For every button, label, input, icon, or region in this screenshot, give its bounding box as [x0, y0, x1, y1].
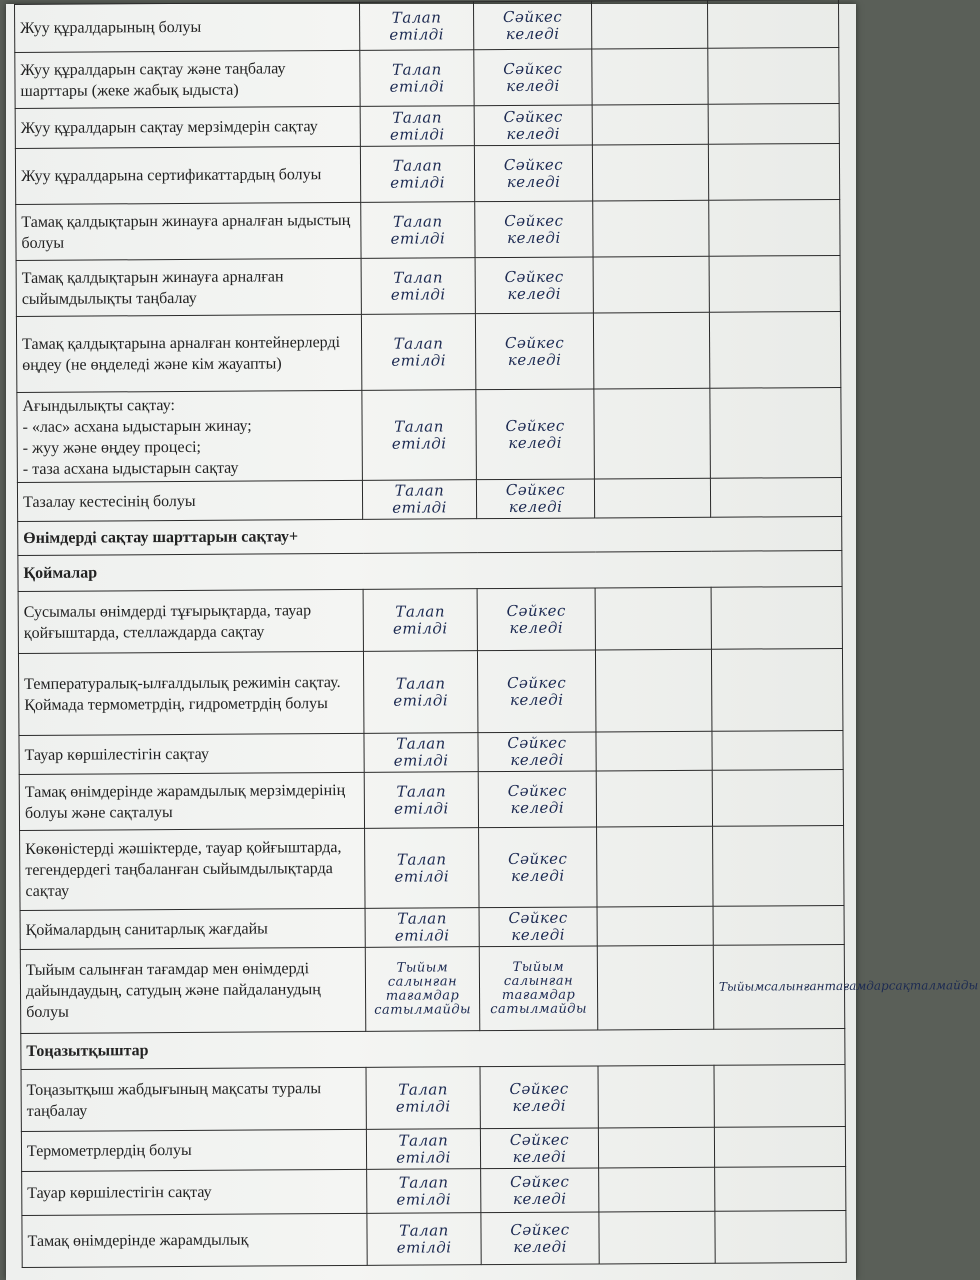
section-row — [18, 516, 842, 555]
empty-cell — [593, 256, 709, 313]
table-row — [15, 143, 839, 204]
handwritten-line: келеді — [512, 1189, 567, 1208]
handwritten-line: келеді — [506, 172, 561, 191]
status-compliance-note — [481, 1212, 599, 1265]
handwritten-line: тағамдар — [824, 978, 889, 994]
table-row — [16, 255, 840, 316]
handwritten-line: етілді — [392, 498, 448, 517]
handwritten-line: келеді — [506, 76, 560, 95]
remark-note — [713, 944, 979, 1029]
handwritten-line: келеді — [508, 433, 563, 452]
handwritten-line: келеді — [507, 228, 561, 247]
table-row — [16, 199, 840, 260]
requirement-label: Ағындылықты сақтау: - «лас» асхана ыдыстарын жинау; - жуу және өңдеу процесі; - таза асхана ыдыстарын сақтау — [17, 390, 363, 482]
table-row — [20, 825, 844, 910]
status-compliance-note — [475, 313, 593, 390]
handwritten-line: Талап — [392, 211, 443, 231]
requirement-label: Термометрлердің болуы — [21, 1129, 366, 1171]
handwritten-line: етілді — [390, 172, 446, 192]
handwritten-line: Сәйкес — [508, 849, 568, 868]
status-compliance-note — [473, 1, 591, 50]
handwritten-line: Сәйкес — [502, 7, 563, 26]
handwritten-line: Сәйкес — [503, 107, 563, 126]
handwritten-line: келеді — [507, 350, 562, 369]
handwritten-line: келеді — [512, 1147, 567, 1166]
requirement-label: Сусымалы өнімдерді тұғырықтарда, тауар қойғыштарда, стеллаждарда сақтау — [18, 589, 363, 653]
status-required-note — [361, 314, 475, 391]
table-row — [15, 47, 839, 108]
status-compliance-note — [481, 1168, 599, 1213]
requirement-label: Жуу құралдарын сақтау және таңбалау шарттары (жеке жабық ыдыста) — [15, 50, 360, 108]
empty-cell — [598, 1127, 714, 1168]
status-required-note — [367, 1213, 481, 1266]
table-row — [18, 586, 842, 653]
handwritten-line: етілді — [395, 1096, 451, 1116]
table-row — [15, 0, 839, 52]
status-required-note — [365, 828, 479, 909]
empty-cell — [599, 1211, 715, 1264]
empty-cell — [709, 199, 840, 256]
status-required-note — [365, 908, 479, 948]
table-row — [21, 1064, 845, 1131]
requirement-label: Жуу құралдарына сертификаттардың болуы — [15, 146, 360, 204]
status-compliance-note — [475, 201, 593, 258]
handwritten-line: келеді — [513, 1237, 567, 1256]
empty-cell — [592, 48, 708, 105]
status-compliance-note — [480, 1066, 598, 1129]
empty-cell — [714, 1064, 845, 1127]
handwritten-line: тағамдар — [385, 987, 460, 1004]
requirement-label: Тамақ қалдықтарын жинауға арналған ыдыстың болуы — [16, 202, 361, 260]
empty-cell — [708, 47, 839, 104]
handwritten-line: сақталмай — [888, 978, 961, 993]
status-required-note — [363, 589, 477, 652]
handwritten-line: сатылмайды — [374, 1001, 472, 1018]
handwritten-line: келеді — [510, 750, 564, 769]
handwritten-line: Сәйкес — [503, 59, 563, 78]
section-heading: Өнімдерді сақтау шарттарын сақтау+ — [18, 516, 842, 555]
handwritten-line: тағамдар — [501, 987, 576, 1003]
empty-cell — [708, 103, 839, 144]
handwritten-line: етілді — [389, 76, 445, 96]
handwritten-line: Талап — [399, 1220, 449, 1240]
status-required-note — [364, 772, 478, 829]
table-row — [19, 730, 843, 774]
empty-cell — [597, 945, 714, 1030]
handwritten-line: Талап — [392, 107, 443, 127]
empty-cell — [712, 730, 843, 770]
handwritten-line: Талап — [391, 7, 442, 27]
handwritten-line: Сәйкес — [506, 673, 567, 692]
handwritten-line: келеді — [512, 1096, 567, 1115]
requirement-label: Тыйым салынған тағамдар мен өнімдерді дайындаудың, сатудың және пайдаланудың болуы — [20, 947, 366, 1033]
requirement-label: Тамақ өнімдерінде жарамдылық мерзімдерінің болуы және сақталуы — [19, 772, 364, 830]
handwritten-line: Талап — [396, 781, 447, 801]
handwritten-line: етілді — [393, 798, 449, 818]
handwritten-line: Сәйкес — [509, 1130, 570, 1149]
handwritten-line: салынған — [764, 979, 825, 994]
handwritten-line: келеді — [508, 497, 563, 516]
handwritten-line: келеді — [511, 925, 566, 944]
status-compliance-note — [479, 946, 598, 1031]
empty-cell — [713, 825, 844, 906]
empty-cell — [715, 1166, 846, 1211]
handwritten-line: етілді — [392, 618, 448, 638]
status-required-note — [366, 1067, 480, 1130]
handwritten-line: Талап — [395, 673, 446, 693]
handwritten-line: келеді — [506, 124, 561, 143]
section-row — [21, 1028, 845, 1069]
handwritten-line: Сәйкес — [504, 333, 565, 352]
handwritten-line: Сәйкес — [510, 1220, 570, 1239]
checklist-table — [14, 0, 979, 1268]
status-compliance-note — [477, 588, 595, 651]
requirement-label: Тазалау кестесінің болуы — [17, 480, 362, 521]
requirement-label: Қоймалардың санитарлық жағдайы — [20, 908, 365, 949]
handwritten-line: Сәйкес — [506, 601, 566, 620]
checklist-sheet — [14, 0, 979, 1268]
empty-cell — [712, 769, 843, 826]
handwritten-line: Талап — [396, 734, 446, 753]
handwritten-line: Сәйкес — [507, 781, 567, 800]
handwritten-line: етілді — [393, 751, 449, 770]
handwritten-line: келеді — [507, 284, 562, 303]
status-required-note — [361, 258, 475, 315]
handwritten-line: етілді — [396, 1189, 452, 1209]
status-required-note — [359, 2, 473, 51]
empty-cell — [597, 906, 713, 946]
handwritten-line: Талап — [392, 155, 443, 175]
status-compliance-note — [480, 1128, 598, 1169]
status-required-note — [360, 106, 474, 147]
table-row — [16, 311, 840, 392]
section-row — [18, 550, 842, 591]
requirement-label: Тоңазытқыш жабдығының мақсаты туралы таңбалау — [21, 1067, 366, 1131]
empty-cell — [711, 586, 842, 649]
empty-cell — [594, 388, 711, 479]
handwritten-line: келеді — [509, 618, 564, 637]
handwritten-line: Тыйым — [512, 959, 565, 975]
handwritten-line: етілді — [390, 284, 446, 304]
handwritten-line: Тыйым — [718, 979, 765, 994]
status-required-note — [360, 146, 474, 203]
handwritten-line: Талап — [395, 601, 446, 621]
handwritten-line: етілді — [391, 433, 447, 453]
status-required-note — [366, 1129, 480, 1170]
empty-cell — [710, 387, 842, 478]
handwritten-line: етілді — [396, 1237, 452, 1257]
requirement-label: Жуу құралдарын сақтау мерзімдерін сақтау — [15, 106, 360, 148]
handwritten-line: келеді — [510, 798, 565, 817]
handwritten-line: келеді — [505, 24, 560, 43]
section-heading: Қоймалар — [18, 550, 842, 591]
handwritten-line: Талап — [393, 267, 444, 287]
empty-cell — [595, 587, 711, 650]
status-compliance-note — [476, 479, 594, 519]
empty-cell — [708, 143, 839, 200]
status-required-note — [361, 202, 475, 259]
status-compliance-note — [477, 650, 595, 733]
handwritten-line: сатылмайды — [490, 1001, 588, 1017]
handwritten-line: Сәйкес — [510, 1172, 570, 1191]
handwritten-line: Тыйым — [396, 959, 449, 976]
status-compliance-note — [474, 49, 592, 106]
status-compliance-note — [476, 389, 595, 480]
handwritten-line: Талап — [396, 849, 447, 869]
handwritten-line: келеді — [509, 690, 564, 709]
handwritten-line: Талап — [394, 416, 444, 436]
empty-cell — [707, 0, 838, 48]
status-required-note — [363, 651, 477, 734]
requirement-label: Тамақ өнімдерінде жарамдылық — [22, 1213, 367, 1267]
document-paper — [6, 4, 979, 1280]
handwritten-line: Сәйкес — [509, 1079, 569, 1098]
table-row — [22, 1210, 846, 1267]
empty-cell — [594, 478, 710, 518]
empty-cell — [714, 1126, 845, 1167]
empty-cell — [593, 200, 709, 257]
handwritten-line: етілді — [389, 124, 445, 144]
handwritten-line: Талап — [398, 1130, 449, 1150]
handwritten-line: салынған — [503, 973, 574, 989]
handwritten-line: етілді — [391, 350, 447, 370]
handwritten-line: Сәйкес — [508, 908, 568, 927]
handwritten-line: Талап — [398, 1172, 449, 1192]
table-row — [22, 1166, 846, 1215]
empty-cell — [709, 255, 840, 312]
handwritten-line: етілді — [393, 690, 449, 710]
empty-cell — [592, 104, 708, 145]
handwritten-line: етілді — [394, 926, 450, 945]
empty-cell — [711, 648, 842, 731]
status-compliance-note — [479, 827, 597, 908]
status-compliance-note — [474, 145, 592, 202]
requirement-label: Көкөністерді жәшіктерде, тауар қойғыштарда, тегендердегі таңбаланған сыйымдылықтарда сақтау — [20, 828, 365, 910]
handwritten-line: Талап — [394, 481, 445, 500]
handwritten-line: етілді — [394, 866, 450, 886]
handwritten-line: Сәйкес — [507, 733, 567, 752]
status-compliance-note — [479, 907, 597, 947]
table-row — [18, 648, 842, 735]
empty-cell — [591, 0, 707, 49]
status-required-note — [367, 1169, 481, 1214]
empty-cell — [593, 312, 709, 389]
status-compliance-note — [474, 105, 592, 146]
status-required-note — [362, 480, 476, 520]
table-row — [20, 905, 844, 949]
handwritten-line: етілді — [389, 24, 445, 44]
empty-cell — [713, 905, 844, 945]
handwritten-line: етілді — [396, 1147, 451, 1167]
handwritten-line: ды — [960, 978, 979, 993]
handwritten-line: Сәйкес — [505, 416, 565, 435]
empty-cell — [597, 826, 713, 907]
empty-cell — [592, 144, 708, 201]
handwritten-line: салынған — [387, 973, 458, 990]
empty-cell — [596, 770, 712, 827]
handwritten-line: Сәйкес — [505, 480, 566, 500]
status-required-note — [364, 733, 478, 773]
section-heading: Тоңазытқыштар — [21, 1028, 845, 1069]
handwritten-line: Талап — [397, 909, 447, 928]
status-compliance-note — [475, 257, 593, 314]
table-row — [17, 387, 842, 482]
table-row — [15, 103, 839, 148]
status-compliance-note — [478, 732, 596, 772]
handwritten-line: Талап — [393, 333, 444, 353]
status-compliance-note — [478, 771, 596, 828]
requirement-label: Тамақ қалдықтарына арналған контейнерлерді өңдеу (не өңделеді және кім жауапты) — [16, 314, 361, 392]
empty-cell — [709, 311, 840, 388]
requirement-label: Тауар көршілестігін сақтау — [22, 1169, 367, 1215]
table-row — [17, 477, 841, 521]
empty-cell — [598, 1065, 714, 1128]
empty-cell — [715, 1210, 846, 1263]
handwritten-line: Сәйкес — [503, 155, 564, 174]
handwritten-line: етілді — [390, 228, 446, 248]
empty-cell — [596, 731, 712, 771]
handwritten-line: Талап — [398, 1079, 448, 1099]
table-row — [20, 944, 844, 1033]
status-required-note — [365, 947, 480, 1032]
handwritten-line: Талап — [392, 59, 442, 79]
requirement-label: Тауар көршілестігін сақтау — [19, 733, 364, 774]
empty-cell — [710, 477, 841, 517]
handwritten-line: Сәйкес — [504, 211, 564, 230]
requirement-label: Жуу құралдарының болуы — [15, 2, 360, 52]
table-row — [19, 769, 843, 830]
empty-cell — [595, 649, 711, 732]
requirement-label: Температуралық-ылғалдылық режимін сақтау. Қоймада термометрдің, гидрометрдің болуы — [18, 651, 363, 735]
handwritten-line: Сәйкес — [504, 267, 564, 286]
requirement-label: Тамақ қалдықтарын жинауға арналған сыйымдылықты таңбалау — [16, 258, 361, 316]
table-row — [21, 1126, 845, 1171]
status-required-note — [362, 390, 477, 481]
status-required-note — [360, 50, 474, 107]
empty-cell — [599, 1167, 715, 1212]
handwritten-line: келеді — [510, 866, 565, 885]
